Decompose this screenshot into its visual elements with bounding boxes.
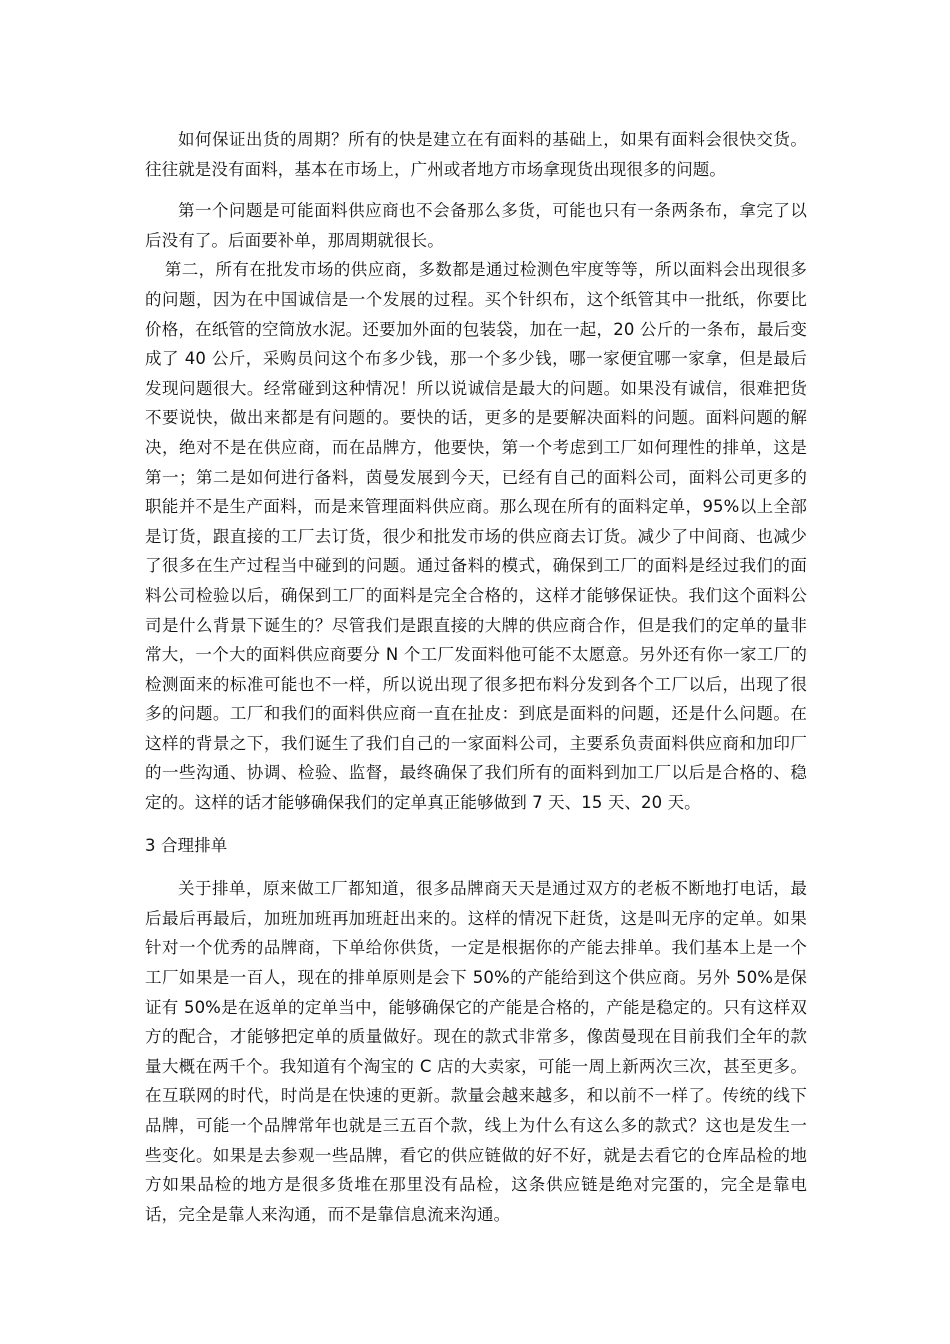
document-body <box>145 125 807 1229</box>
paragraph-scheduling: 关于排单，原来做工厂都知道，很多品牌商天天是通过双方的老板不断地打电话，最后最后再最后，加班加班再加班赶出来的。这样的情况下赶货，这是叫无序的定单。如果针对一个优秀的品牌商，下单给你供货，一定是根据你的产能去排单。我们基本上是一个工厂如果是一百人，现在的排单原则是会下 50%的产能给到这个供应商。另外 50%是保证有 50%是在返单的定单当中，能够确保它的产能是合格的，产能是稳定的。只有这样双方的配合，才能够把定单的质量做好。现在的款式非常多，像茵曼现在目前我们全年的款量大概在两千个。我知道有个淘宝的 C 店的大卖家，可能一周上新两次三次，甚至更多。在互联网的时代，时尚是在快速的更新。款量会越来越多，和以前不一样了。传统的线下品牌，可能一个品牌常年也就是三五百个款，线上为什么有这么多的款式？这也是发生一些变化。如果是去参观一些品牌，看它的供应链做的好不好，就是去看它的仓库品检的地方如果品检的地方是很多货堆在那里没有品检，这条供应链是绝对完蛋的，完全是靠电话，完全是靠人来沟通，而不是靠信息流来沟通。 <box>145 879 807 1224</box>
paragraph-first-problem: 第一个问题是可能面料供应商也不会备那么多货，可能也只有一条两条布，拿完了以后没有了。后面要补单，那周期就很长。 <box>145 201 807 250</box>
paragraph-second-problem: 第二，所有在批发市场的供应商，多数都是通过检测色牢度等等，所以面料会出现很多的问题，因为在中国诚信是一个发展的过程。买个针织布，这个纸管其中一批纸，你要比价格，在纸管的空筒放水泥。还要加外面的包装袋，加在一起，20 公斤的一条布，最后变成了 40 公斤，采购员问这个布多少钱，那一个多少钱，哪一家便宜哪一家拿，但是最后发现问题很大。经常碰到这种情况！所以说诚信是最大的问题。如果没有诚信，很难把货不要说快，做出来都是有问题的。要快的话，更多的是要解决面料的问题。面料问题的解决，绝对不是在供应商，而在品牌方，他要快，第一个考虑到工厂如何理性的排单，这是第一；第二是如何进行备料，茵曼发展到今天，已经有自己的面料公司，面料公司更多的职能并不是生产面料，而是来管理面料供应商。那么现在所有的面料定单，95%以上全部是订货，跟直接的工厂去订货，很少和批发市场的供应商去订货。减少了中间商、也减少了很多在生产过程当中碰到的问题。通过备料的模式，确保到工厂的面料是经过我们的面料公司检验以后，确保到工厂的面料是完全合格的，这样才能够保证快。我们这个面料公司是什么背景下诞生的？尽管我们是跟直接的大牌的供应商合作，但是我们的定单的量非常大，一个大的面料供应商要分 N 个工厂发面料他可能不太愿意。另外还有你一家工厂的检测面来的标准可能也不一样，所以说出现了很多把布料分发到各个工厂以后，出现了很多的问题。工厂和我们的面料供应商一直在扯皮：到底是面料的问题，还是什么问题。在这样的背景之下，我们诞生了我们自己的一家面料公司，主要系负责面料供应商和加印厂的一些沟通、协调、检验、监督，最终确保了我们所有的面料到加工厂以后是合格的、稳定的。这样的话才能够确保我们的定单真正能够做到 7 天、15 天、20 天。 <box>145 260 807 813</box>
section-heading: 3 合理排单 <box>145 835 228 855</box>
paragraph-delivery-cycle: 如何保证出货的周期？所有的快是建立在有面料的基础上，如果有面料会很快交货。往往就是没有面料，基本在市场上，广州或者地方市场拿现货出现很多的问题。 <box>145 130 807 179</box>
